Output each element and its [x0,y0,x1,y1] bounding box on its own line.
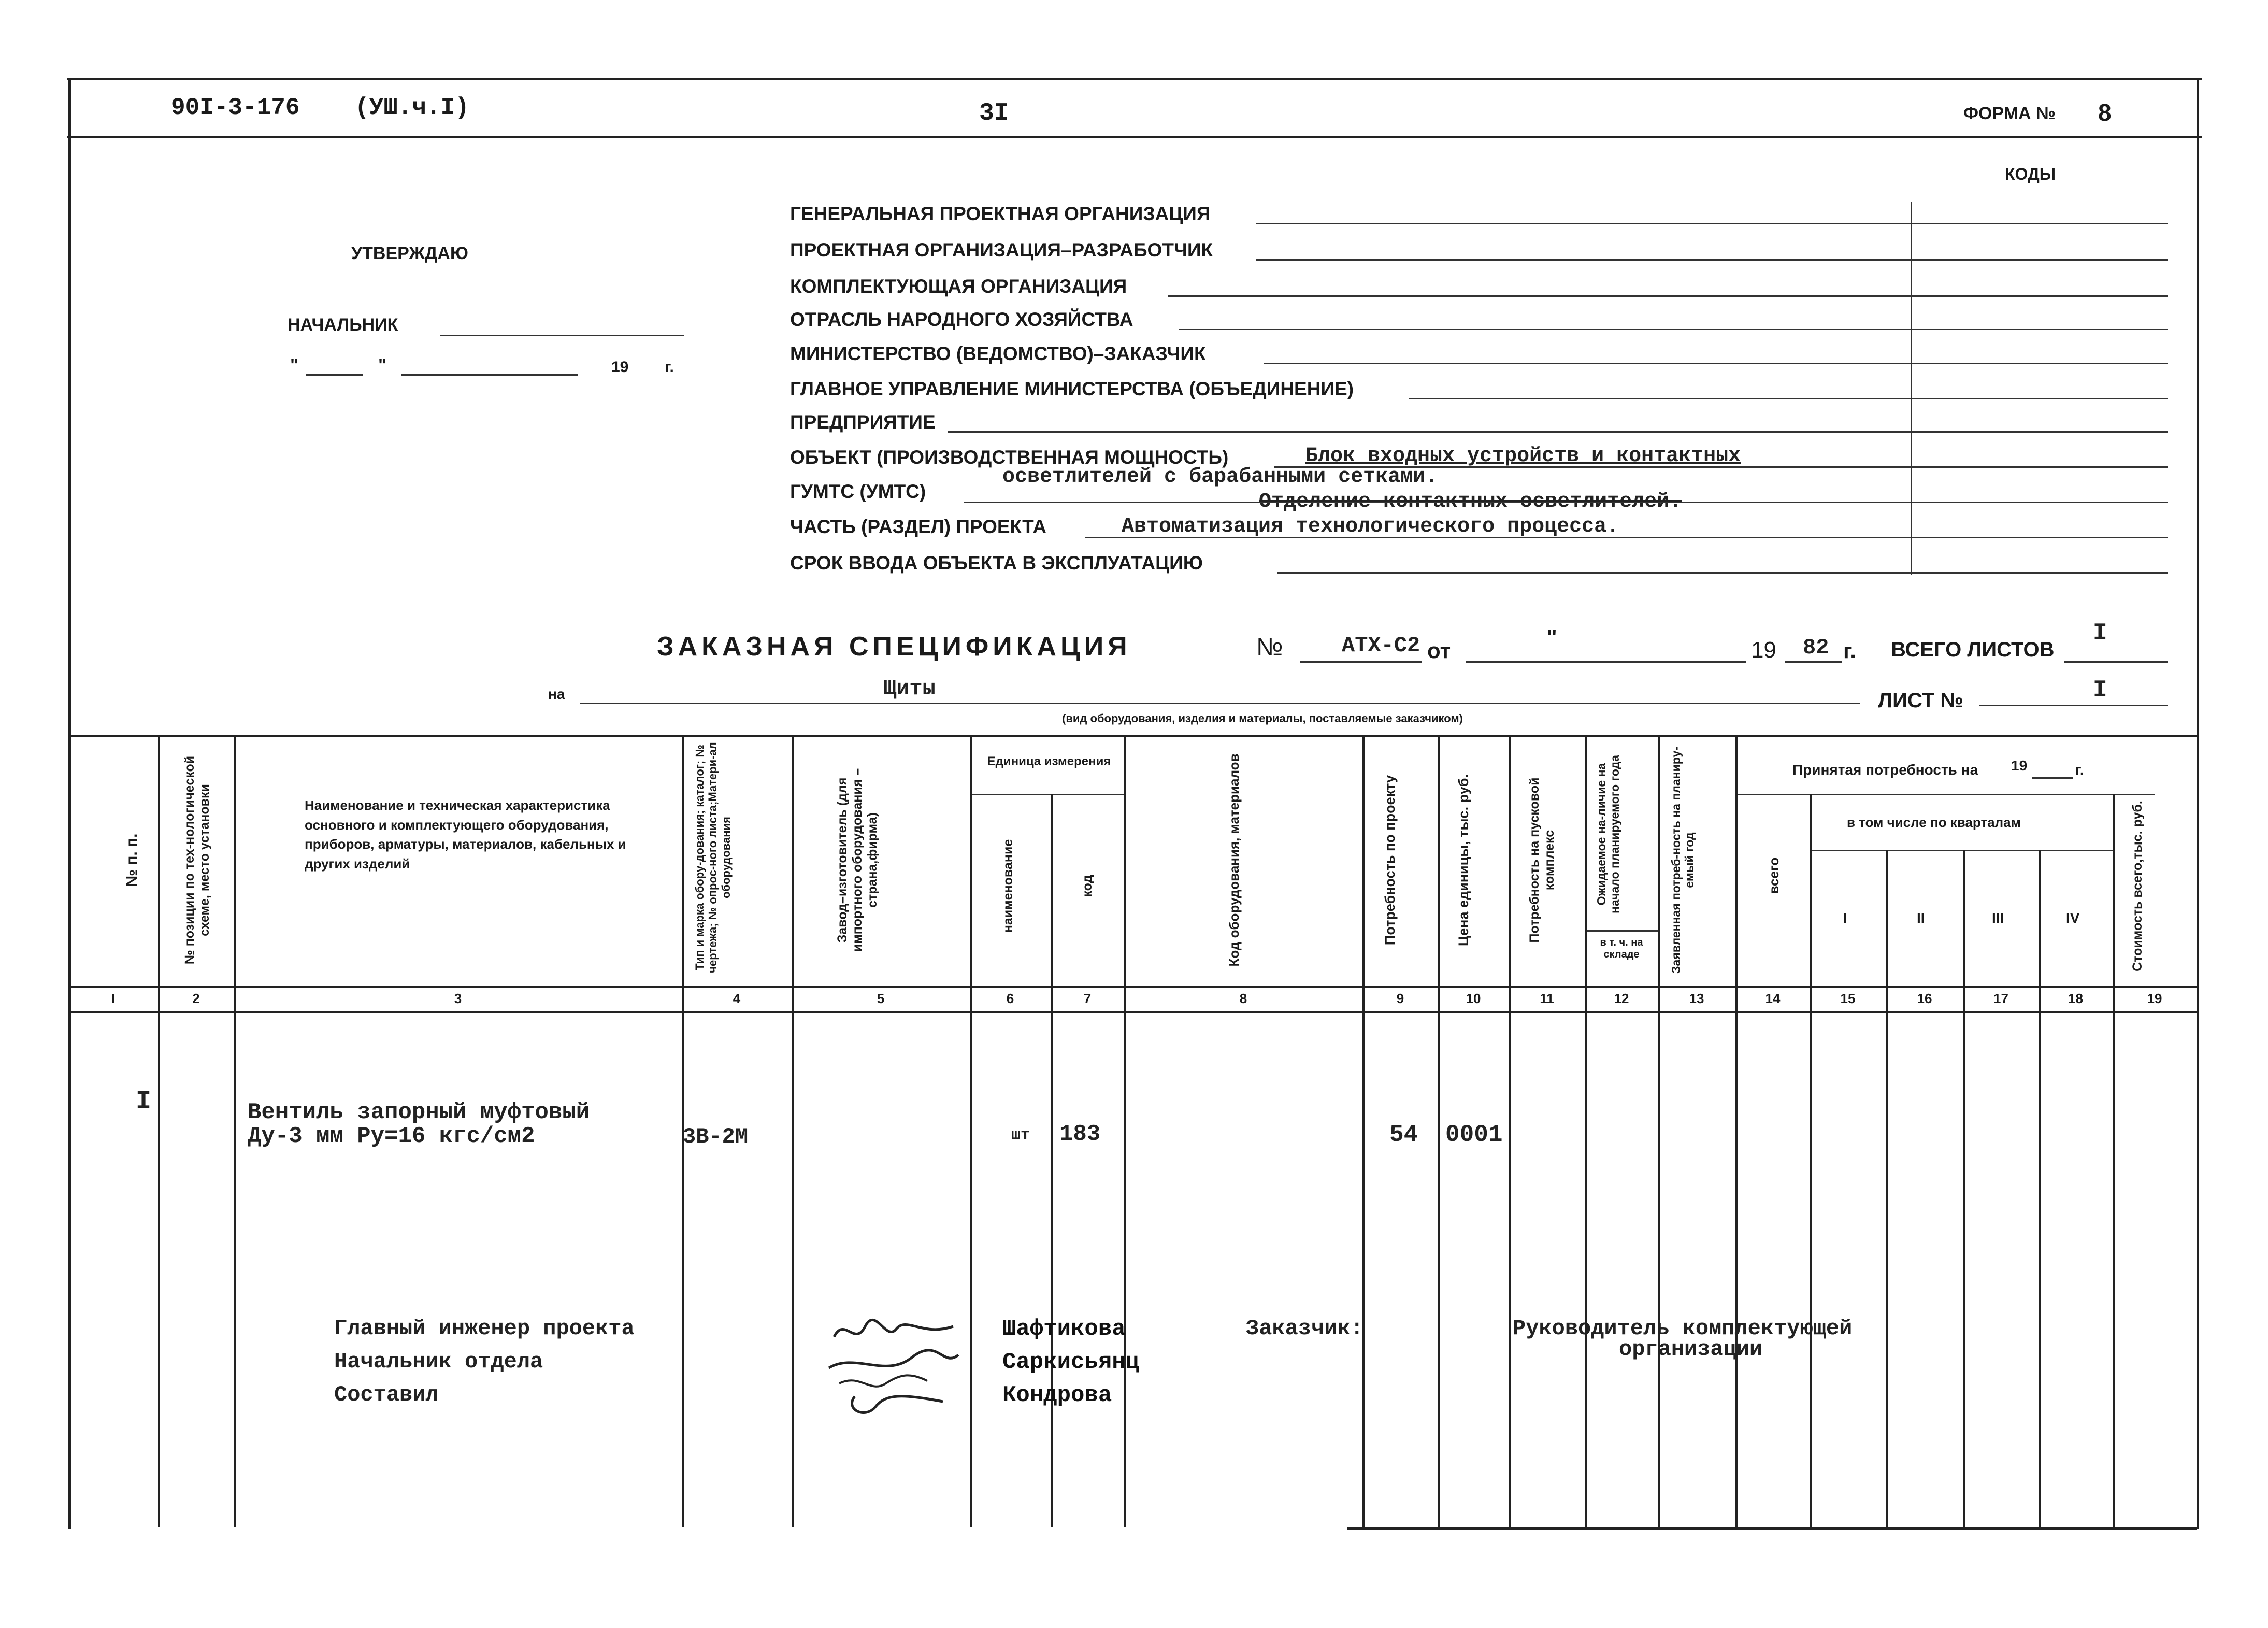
col-number-16: 16 [1917,991,1932,1006]
col-line-5 [970,735,972,1527]
col-line-15 [1886,850,1888,1527]
col-number-15: 15 [1840,991,1856,1006]
col-number-18: 18 [2068,991,2083,1006]
spec-quote-open: " [1546,625,1557,650]
col-header-7: код [1080,875,1095,897]
org-value-object: Блок входных устройств и контактных [1305,445,1741,468]
table-numbers-bottom [68,1011,2197,1013]
org-label-object: ОБЪЕКТ (ПРОИЗВОДСТВЕННАЯ МОЩНОСТЬ) [790,447,1229,468]
table-bottom [1347,1527,2197,1530]
col-number-3: 3 [454,991,462,1006]
supplier-line2: организации [1619,1337,1763,1362]
col-header-12b: в т. ч. на складе [1600,937,1643,960]
date-quote-close: " [378,355,387,375]
col-number-14: 14 [1765,991,1781,1006]
org-line-complete [1168,295,2168,297]
col-number-17: 17 [1993,991,2008,1006]
col-number-6: 6 [1006,991,1014,1006]
col-header-8: Код оборудования, материалов [1226,753,1242,967]
quarter-group-line [1810,850,2113,851]
row-unit: шт [1011,1126,1030,1144]
chief-line [440,335,684,336]
spec-year: 82 [1803,635,1829,660]
spec-date-line [1466,661,1746,663]
sheet-line [1979,705,2168,706]
col-number-7: 7 [1083,991,1092,1006]
org-line-developer [1256,259,2168,261]
col-number-11: 11 [1540,991,1554,1006]
col-header-6: наименование [1001,839,1015,933]
col-number-1: I [111,991,116,1006]
org-label-developer: ПРОЕКТНАЯ ОРГАНИЗАЦИЯ–РАЗРАБОТЧИК [790,239,1213,261]
accepted-year-line [2032,777,2073,779]
name-head-department: Саркисьянц [1002,1349,1140,1375]
object-extra: Отделение контактных осветлителей. [1259,490,1682,513]
stock-sub-line [1585,930,1658,932]
approve-label: УТВЕРЖДАЮ [351,244,468,263]
customer-label: Заказчик: [1246,1316,1363,1341]
col-header-1: № п. п. [123,833,140,887]
org-line-ministry [1264,363,2168,364]
org-line-enterprise [948,431,2168,433]
sheet-label: ЛИСТ № [1878,689,1963,712]
table-header-bottom [68,986,2197,988]
org-label-main-dept: ГЛАВНОЕ УПРАВЛЕНИЕ МИНИСТЕРСТВА (ОБЪЕДИНЕНИЕ) [790,378,1354,399]
col-number-9: 9 [1396,991,1404,1006]
org-value-part: Автоматизация технологического процесса. [1122,515,1619,538]
col-header-15: I [1843,910,1847,926]
org-line-deadline [1277,572,2168,574]
row-name-line1: Вентиль запорный муфтовый [248,1099,590,1125]
date-year-suffix: г. [665,359,674,376]
accepted-year-suffix: г. [2075,762,2084,778]
spec-number-line [1300,661,1422,663]
col-number-2: 2 [192,991,200,1006]
col-line-4 [792,735,794,1527]
total-sheets-label: ВСЕГО ЛИСТОВ [1891,638,2055,661]
spec-number-label: № [1256,634,1283,661]
col-header-9: Потребность по проекту [1382,775,1398,946]
table-top [68,735,2197,737]
role-compiled: Составил [334,1382,439,1407]
row-number: I [136,1087,152,1117]
org-line-gumts [964,502,2168,503]
right-border [2197,78,2199,1529]
row-price: 0001 [1445,1121,1503,1148]
on-value: Щиты [883,676,936,701]
org-label-part: ЧАСТЬ (РАЗДЕЛ) ПРОЕКТА [790,516,1047,537]
supplier-line1: Руководитель комплектующей [1513,1316,1853,1341]
accepted-group-header: Принятая потребность на [1792,762,1978,778]
row-unit-code: 183 [1059,1121,1101,1147]
accepted-year-prefix: 19 [2011,758,2028,774]
form-number: 8 [2098,99,2112,126]
total-sheets-line [2064,661,2168,663]
codes-separator [1911,202,1912,575]
col-line-7 [1124,735,1126,1527]
form-label: ФОРМА № [1963,104,2056,123]
col-line-18 [2113,794,2115,1527]
name-chief-engineer: Шафтикова [1002,1316,1126,1342]
row-name-line2: Ду-3 мм Ру=16 кгс/см2 [248,1123,535,1149]
col-line-6 [1051,794,1053,1527]
codes-label: КОДЫ [2005,165,2056,183]
col-header-10: Цена единицы, тыс. руб. [1456,774,1471,946]
on-line [580,703,1860,704]
unit-group-line [970,794,1124,795]
org-label-deadline: СРОК ВВОДА ОБЪЕКТА В ЭКСПЛУАТАЦИЮ [790,552,1203,574]
spec-from-label: от [1427,638,1451,663]
col-header-11: Потребность на пусковой комплекс [1527,777,1557,943]
col-number-10: 10 [1466,991,1481,1006]
org-line-industry [1179,329,2168,330]
org-line-main-dept [1409,398,2168,399]
col-number-5: 5 [877,991,885,1006]
col-line-14 [1810,794,1812,1527]
col-number-12: 12 [1614,991,1629,1006]
header-bottom-border [67,136,2202,138]
org-label-general: ГЕНЕРАЛЬНАЯ ПРОЕКТНАЯ ОРГАНИЗАЦИЯ [790,203,1211,224]
col-header-19: Стоимость всего,тыс. руб. [2130,801,2145,972]
role-chief-engineer: Главный инженер проекта [334,1316,635,1341]
col-line-8 [1362,735,1365,1527]
col-header-2: № позиции по тех-нологической схеме, место установки [182,755,212,965]
date-day-line [306,374,363,376]
date-quote-open: " [290,355,299,375]
col-line-17 [2039,850,2041,1527]
col-header-12: Ожидаемое на-личие на начало планируемого года [1595,755,1622,913]
total-sheets-value: I [2093,620,2107,647]
doc-part: (УШ.ч.I) [355,94,469,121]
date-month-line [401,374,578,376]
col-header-3: Наименование и техническая характеристика основного и комплектующего оборудования, приборов, арматуры, материалов, кабельных и других изделий [305,797,626,872]
col-header-13: Заявленная потреб-ность на планиру-емый год [1669,747,1697,974]
chief-label: НАЧАЛЬНИК [288,315,398,335]
org-line-part [1085,537,2168,538]
col-header-4: Тип и марка обору-дования; каталог; № чертежа; № опрос-ного листа;Матери-ал оборудования [693,742,733,973]
role-head-department: Начальник отдела [334,1349,543,1374]
col-number-13: 13 [1689,991,1704,1006]
spec-number: АТХ-С2 [1342,633,1420,658]
on-label: на [548,686,565,702]
accepted-group-line [1735,794,2155,795]
col-header-18: IV [2066,910,2080,926]
col-number-19: 19 [2147,991,2162,1006]
unit-group-header: Единица измерения [987,754,1111,768]
top-border [67,78,2202,80]
handwritten-signatures [824,1306,969,1425]
page-number: 3I [979,99,1009,127]
on-caption: (вид оборудования, изделия и материалы, поставляемые заказчиком) [1062,712,1463,725]
spec-year-line [1785,661,1842,663]
doc-code: 90I-3-176 [171,94,300,121]
col-header-5: Завод–изготовитель (для импортного оборудования –страна,фирма) [835,768,880,952]
col-line-2 [234,735,236,1527]
org-label-enterprise: ПРЕДПРИЯТИЕ [790,411,936,433]
spec-year-prefix: 19 [1751,637,1776,663]
org-label-gumts: ГУМТС (УМТС) [790,481,926,502]
date-year-prefix: 19 [611,359,629,376]
spec-title: ЗАКАЗНАЯ СПЕЦИФИКАЦИЯ [657,632,1131,662]
col-line-10 [1509,735,1511,1527]
org-label-ministry: МИНИСТЕРСТВО (ВЕДОМСТВО)–ЗАКАЗЧИК [790,343,1206,364]
col-header-17: III [1992,910,2004,926]
row-type: 3В-2М [683,1124,749,1149]
col-number-8: 8 [1239,991,1247,1006]
col-line-12 [1658,735,1660,1527]
org-label-complete: КОМПЛЕКТУЮЩАЯ ОРГАНИЗАЦИЯ [790,276,1127,297]
col-number-4: 4 [733,991,741,1006]
col-line-16 [1963,850,1965,1527]
quarters-group-header: в том числе по кварталам [1847,815,2021,830]
col-line-9 [1438,735,1440,1527]
org-value-gumts: осветлителей с барабанными сетками. [1002,465,1438,489]
row-qty: 54 [1389,1121,1418,1148]
col-line-1 [158,735,160,1527]
spec-year-suffix: г. [1843,638,1856,663]
org-label-industry: ОТРАСЛЬ НАРОДНОГО ХОЗЯЙСТВА [790,309,1133,330]
col-header-14: всего [1766,857,1782,894]
sheet-value: I [2093,677,2107,704]
name-compiled: Кондрова [1002,1382,1112,1408]
col-line-11 [1585,735,1587,1527]
col-line-13 [1735,735,1738,1527]
col-header-16: II [1917,910,1925,926]
left-border [68,78,71,1529]
org-line-general [1256,223,2168,224]
